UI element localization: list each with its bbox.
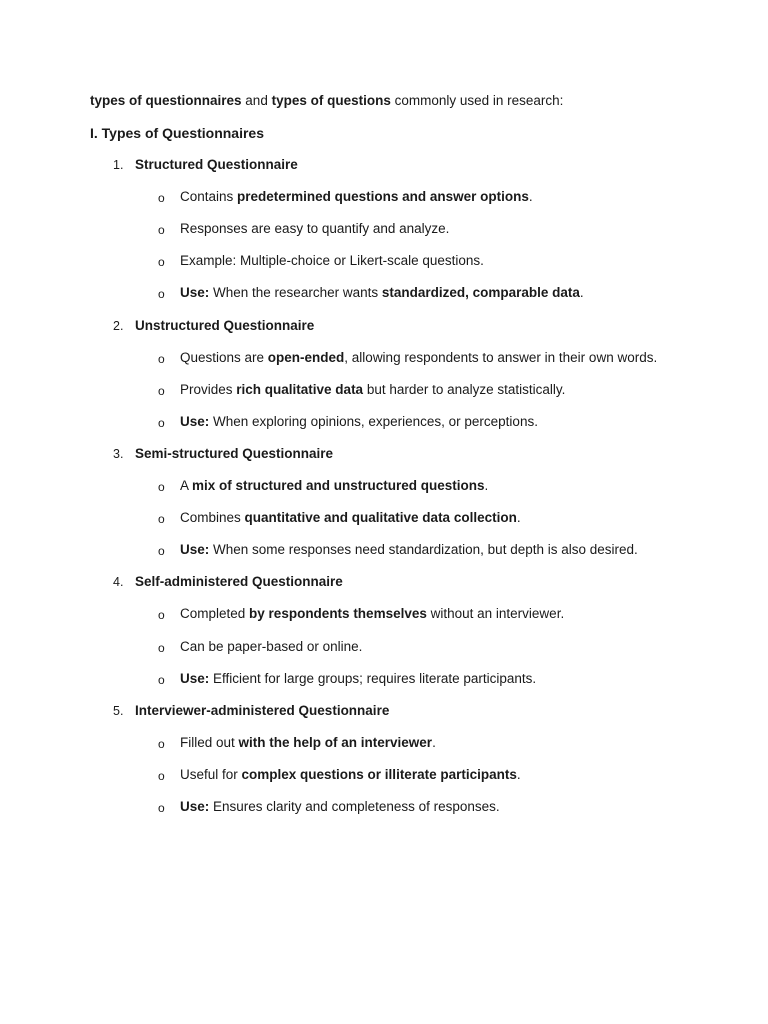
text-run: , allowing respondents to answer in their own words. bbox=[344, 349, 658, 365]
item-title: Semi-structured Questionnaire bbox=[135, 445, 334, 461]
bold-text-run: with the help of an interviewer bbox=[238, 734, 433, 750]
bullet-item bbox=[180, 735, 436, 750]
item-title: Self-administered Questionnaire bbox=[135, 574, 343, 590]
bullet-marker: o bbox=[158, 287, 165, 302]
text-run: Combines bbox=[180, 510, 245, 526]
text-run: Useful for bbox=[180, 766, 242, 782]
bold-text-run: by respondents themselves bbox=[249, 606, 427, 622]
bullet-marker: o bbox=[158, 801, 165, 815]
item-number: 3. bbox=[113, 446, 124, 461]
bold-text-run: Use: bbox=[180, 285, 210, 301]
text-run: Responses are easy to quantify and analyze. bbox=[180, 221, 450, 237]
text-run: . bbox=[516, 510, 521, 526]
text-run: Completed bbox=[180, 606, 250, 622]
item-title: Interviewer-administered Questionnaire bbox=[135, 702, 390, 718]
bullet-marker: o bbox=[158, 415, 165, 430]
text-run: . bbox=[516, 766, 521, 782]
bold-text-run: quantitative and qualitative data collection bbox=[244, 510, 517, 526]
text-run: A bbox=[180, 478, 193, 493]
text-run: . bbox=[432, 734, 436, 750]
bullet-item bbox=[180, 253, 484, 268]
item-title: Unstructured Questionnaire bbox=[135, 317, 315, 333]
bullet-marker: o bbox=[158, 544, 165, 559]
bullet-marker: o bbox=[158, 480, 165, 494]
bullet-marker: o bbox=[158, 223, 165, 238]
text-run: Provides bbox=[180, 381, 237, 397]
bold-text-run: Use: bbox=[180, 799, 210, 814]
text-run: Filled out bbox=[180, 734, 239, 750]
bullet-item bbox=[180, 382, 565, 397]
bullet-marker: o bbox=[158, 640, 165, 655]
item-number: 1. bbox=[113, 158, 124, 172]
bullet-item bbox=[180, 478, 488, 493]
bullet-item bbox=[180, 799, 500, 814]
intro-paragraph bbox=[90, 93, 563, 108]
bullet-marker: o bbox=[158, 608, 165, 623]
bullet-item bbox=[180, 510, 521, 525]
text-run: without an interviewer. bbox=[426, 606, 565, 622]
bullet-marker: o bbox=[158, 736, 165, 751]
bullet-item bbox=[180, 542, 638, 557]
bullet-item bbox=[180, 606, 564, 621]
text-run: and bbox=[241, 93, 272, 108]
bold-text-run: mix of structured and unstructured questions bbox=[192, 478, 485, 493]
bullet-item bbox=[180, 414, 538, 429]
bold-text-run: Use: bbox=[180, 542, 210, 558]
bold-text-run: types of questionnaires bbox=[90, 93, 242, 108]
bold-text-run: complex questions or illiterate participants bbox=[241, 766, 517, 782]
item-title: Structured Questionnaire bbox=[135, 157, 298, 172]
bullet-item bbox=[180, 671, 536, 686]
text-run: Efficient for large groups; requires literate participants. bbox=[209, 670, 537, 686]
bullet-item bbox=[180, 639, 362, 654]
text-run: Contains bbox=[180, 189, 238, 205]
bullet-marker: o bbox=[158, 383, 165, 398]
text-run: commonly used in research: bbox=[390, 93, 564, 108]
text-run: Example: Multiple-choice or Likert-scale questions. bbox=[180, 253, 484, 269]
text-run: Can be paper-based or online. bbox=[180, 638, 363, 654]
text-run: Ensures clarity and completeness of responses. bbox=[209, 799, 500, 814]
bold-text-run: rich qualitative data bbox=[236, 381, 364, 397]
bullet-marker: o bbox=[158, 512, 165, 527]
text-run: . bbox=[579, 285, 584, 301]
item-number: 4. bbox=[113, 575, 124, 590]
bold-text-run: standardized, comparable data bbox=[381, 285, 580, 301]
bullet-marker: o bbox=[158, 255, 165, 270]
bullet-item bbox=[180, 221, 449, 236]
bullet-item bbox=[180, 189, 533, 204]
text-run: . bbox=[484, 478, 489, 493]
bold-text-run: Use: bbox=[180, 670, 210, 686]
bullet-marker: o bbox=[158, 672, 165, 687]
item-number: 5. bbox=[113, 703, 124, 718]
bold-text-run: open-ended bbox=[267, 349, 345, 365]
text-run: but harder to analyze statistically. bbox=[363, 381, 566, 397]
bullet-item bbox=[180, 767, 521, 782]
bold-text-run: predetermined questions and answer options bbox=[237, 189, 529, 205]
section-heading: I. Types of Questionnaires bbox=[90, 125, 265, 141]
bullet-item bbox=[180, 285, 584, 300]
bold-text-run: types of questions bbox=[271, 93, 391, 108]
text-run: . bbox=[528, 189, 533, 205]
bold-text-run: Use: bbox=[180, 413, 210, 429]
text-run: When the researcher wants bbox=[209, 285, 382, 301]
bullet-item bbox=[180, 350, 657, 365]
text-run: Questions are bbox=[180, 349, 268, 365]
item-number: 2. bbox=[113, 318, 124, 333]
text-run: When exploring opinions, experiences, or perceptions. bbox=[209, 413, 538, 429]
bullet-marker: o bbox=[158, 768, 165, 783]
bullet-marker: o bbox=[158, 351, 165, 366]
text-run: When some responses need standardization, but depth is also desired. bbox=[209, 542, 638, 558]
bullet-marker: o bbox=[158, 191, 165, 206]
